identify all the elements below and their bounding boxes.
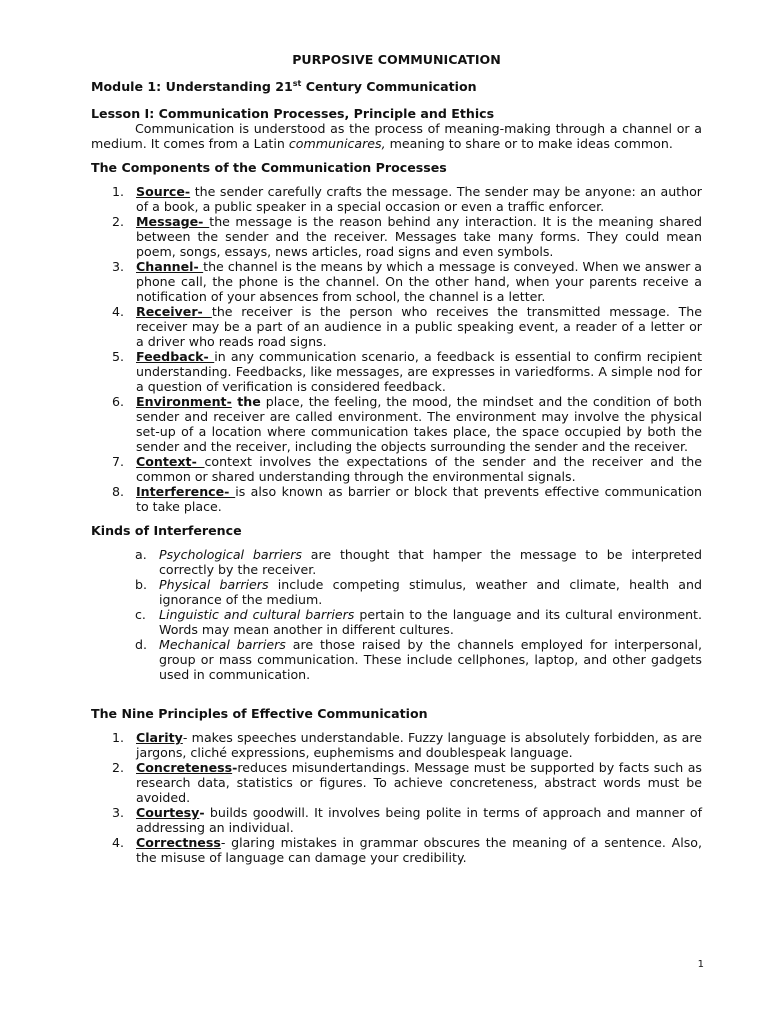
interference-type: Psychological barriers: [159, 547, 302, 562]
component-item: [91, 184, 702, 214]
interference-description: are those raised by the channels employed for interpersonal, group or mass communication. These include cellphones, laptop, and other gadgets used in communication.: [159, 637, 702, 682]
interference-list: [91, 547, 702, 682]
component-term: Receiver-: [136, 304, 212, 319]
module-suffix: Century Communication: [301, 79, 477, 94]
intro-paragraph: [91, 121, 702, 151]
item-number: 2.: [112, 214, 125, 229]
component-term: Environment-: [136, 394, 232, 409]
principle-dash: -: [199, 805, 205, 820]
interference-type: Physical barriers: [159, 577, 269, 592]
item-number: 7.: [112, 454, 125, 469]
item-number: 5.: [112, 349, 125, 364]
interference-description: are thought that hamper the message to be interpreted correctly by the receiver.: [159, 547, 702, 577]
component-description: context involves the expectations of the sender and the receiver and the common or shared understanding through the environmental signals.: [136, 454, 702, 484]
component-term: Context-: [136, 454, 205, 469]
component-item: [91, 454, 702, 484]
document-title: PURPOSIVE COMMUNICATION: [292, 52, 501, 67]
interference-description: pertain to the language and its cultural environment. Words may mean another in different cultures.: [159, 607, 702, 637]
component-item: [91, 304, 702, 349]
principle-dash: -: [232, 760, 238, 775]
component-description: is also known as barrier or block that prevents effective communication to take place.: [136, 484, 703, 514]
interference-item: [91, 577, 702, 607]
principle-description: - glaring mistakes in grammar obscures the meaning of a sentence. Also, the misuse of language can damage your credibility.: [136, 835, 702, 865]
component-description: in any communication scenario, a feedback is essential to confirm recipient understanding. Feedbacks, like messages, are expresses in variedforms. A simple nod for a question of verification is considered feedback.: [136, 349, 703, 394]
interference-type: Linguistic and cultural barriers: [159, 607, 355, 622]
component-term: Interference-: [136, 484, 236, 499]
item-number: 4.: [112, 304, 125, 319]
component-item: [91, 259, 702, 304]
principles-list: [91, 730, 702, 865]
component-term: Feedback-: [136, 349, 215, 364]
page-number: 1: [697, 959, 704, 970]
item-letter: d.: [135, 637, 147, 652]
interference-item: [91, 547, 702, 577]
principle-description: - makes speeches understandable. Fuzzy language is absolutely forbidden, as are jargons, cliché expressions, euphemisms and doublespeak language.: [136, 730, 702, 760]
principle-term: Concreteness: [136, 760, 233, 775]
document-page: [91, 52, 702, 865]
component-description: the sender carefully crafts the message. The sender may be anyone: an author of a book, a public speaker in a special occasion or even a traffic enforcer.: [136, 184, 702, 214]
component-term-suffix: the: [231, 394, 261, 409]
principle-term: Clarity: [136, 730, 183, 745]
principle-item: [91, 835, 702, 865]
principles-heading: The Nine Principles of Effective Communication: [91, 706, 428, 721]
component-description: the channel is the means by which a message is conveyed. When we answer a phone call, the phone is the channel. On the other hand, when your parents receive a notification of your absences from school, the channel is a letter.: [136, 259, 702, 304]
item-number: 6.: [112, 394, 125, 409]
item-letter: c.: [135, 607, 146, 622]
component-description: the message is the reason behind any interaction. It is the meaning shared between the sender and the receiver. Messages take many forms. They could mean poem, songs, essays, news articles, road signs and even symbols.: [136, 214, 702, 259]
component-description: the receiver is the person who receives the transmitted message. The receiver may be a part of an audience in a public speaking event, a reader of a letter or a driver who reads road signs.: [136, 304, 702, 349]
principle-item: [91, 760, 702, 805]
interference-type: Mechanical barriers: [159, 637, 286, 652]
component-term: Source-: [136, 184, 191, 199]
interference-heading: Kinds of Interference: [91, 523, 242, 538]
principle-description: reduces misundertandings. Message must be supported by facts such as research data, statistics or figures. To achieve concreteness, abstract words must be avoided.: [136, 760, 702, 805]
module-prefix: Module 1: Understanding 21: [91, 79, 293, 94]
principle-item: [91, 805, 702, 835]
component-term: Channel-: [136, 259, 204, 274]
item-letter: b.: [135, 577, 147, 592]
principle-term: Correctness: [136, 835, 221, 850]
principle-description: builds goodwill. It involves being polite in terms of approach and manner of addressing an individual.: [136, 805, 702, 835]
item-number: 8.: [112, 484, 125, 499]
item-number: 1.: [112, 184, 125, 199]
components-heading: The Components of the Communication Processes: [91, 160, 447, 175]
component-item: [91, 214, 702, 259]
module-heading: [91, 79, 702, 94]
component-item: [91, 394, 702, 454]
intro-text-2: meaning to share or to make ideas common.: [385, 136, 673, 151]
components-list: [91, 184, 702, 514]
module-superscript: st: [292, 78, 302, 88]
lesson-heading: Lesson I: Communication Processes, Principle and Ethics: [91, 106, 495, 121]
item-number: 3.: [112, 259, 125, 274]
component-item: [91, 484, 702, 514]
item-number: 4.: [112, 835, 125, 850]
principle-item: [91, 730, 702, 760]
principle-term: Courtesy: [136, 805, 200, 820]
interference-item: [91, 637, 702, 682]
item-number: 1.: [112, 730, 125, 745]
intro-latin-term: communicares,: [288, 136, 386, 151]
component-description: place, the feeling, the mood, the mindset and the condition of both sender and receiver are called environment. The environment may involve the physical set-up of a location where communication takes place, the space occupied by both the sender and the receiver, including the objects surrounding the sender and the receiver.: [136, 394, 702, 454]
intro-text-1: Communication is understood as the process of meaning-making through a channel or a medium. It comes from a Latin: [91, 121, 702, 151]
item-number: 2.: [112, 760, 125, 775]
interference-item: [91, 607, 702, 637]
component-item: [91, 349, 702, 394]
item-number: 3.: [112, 805, 125, 820]
component-term: Message-: [136, 214, 210, 229]
interference-description: include competing stimulus, weather and climate, health and ignorance of the medium.: [159, 577, 702, 607]
item-letter: a.: [135, 547, 147, 562]
